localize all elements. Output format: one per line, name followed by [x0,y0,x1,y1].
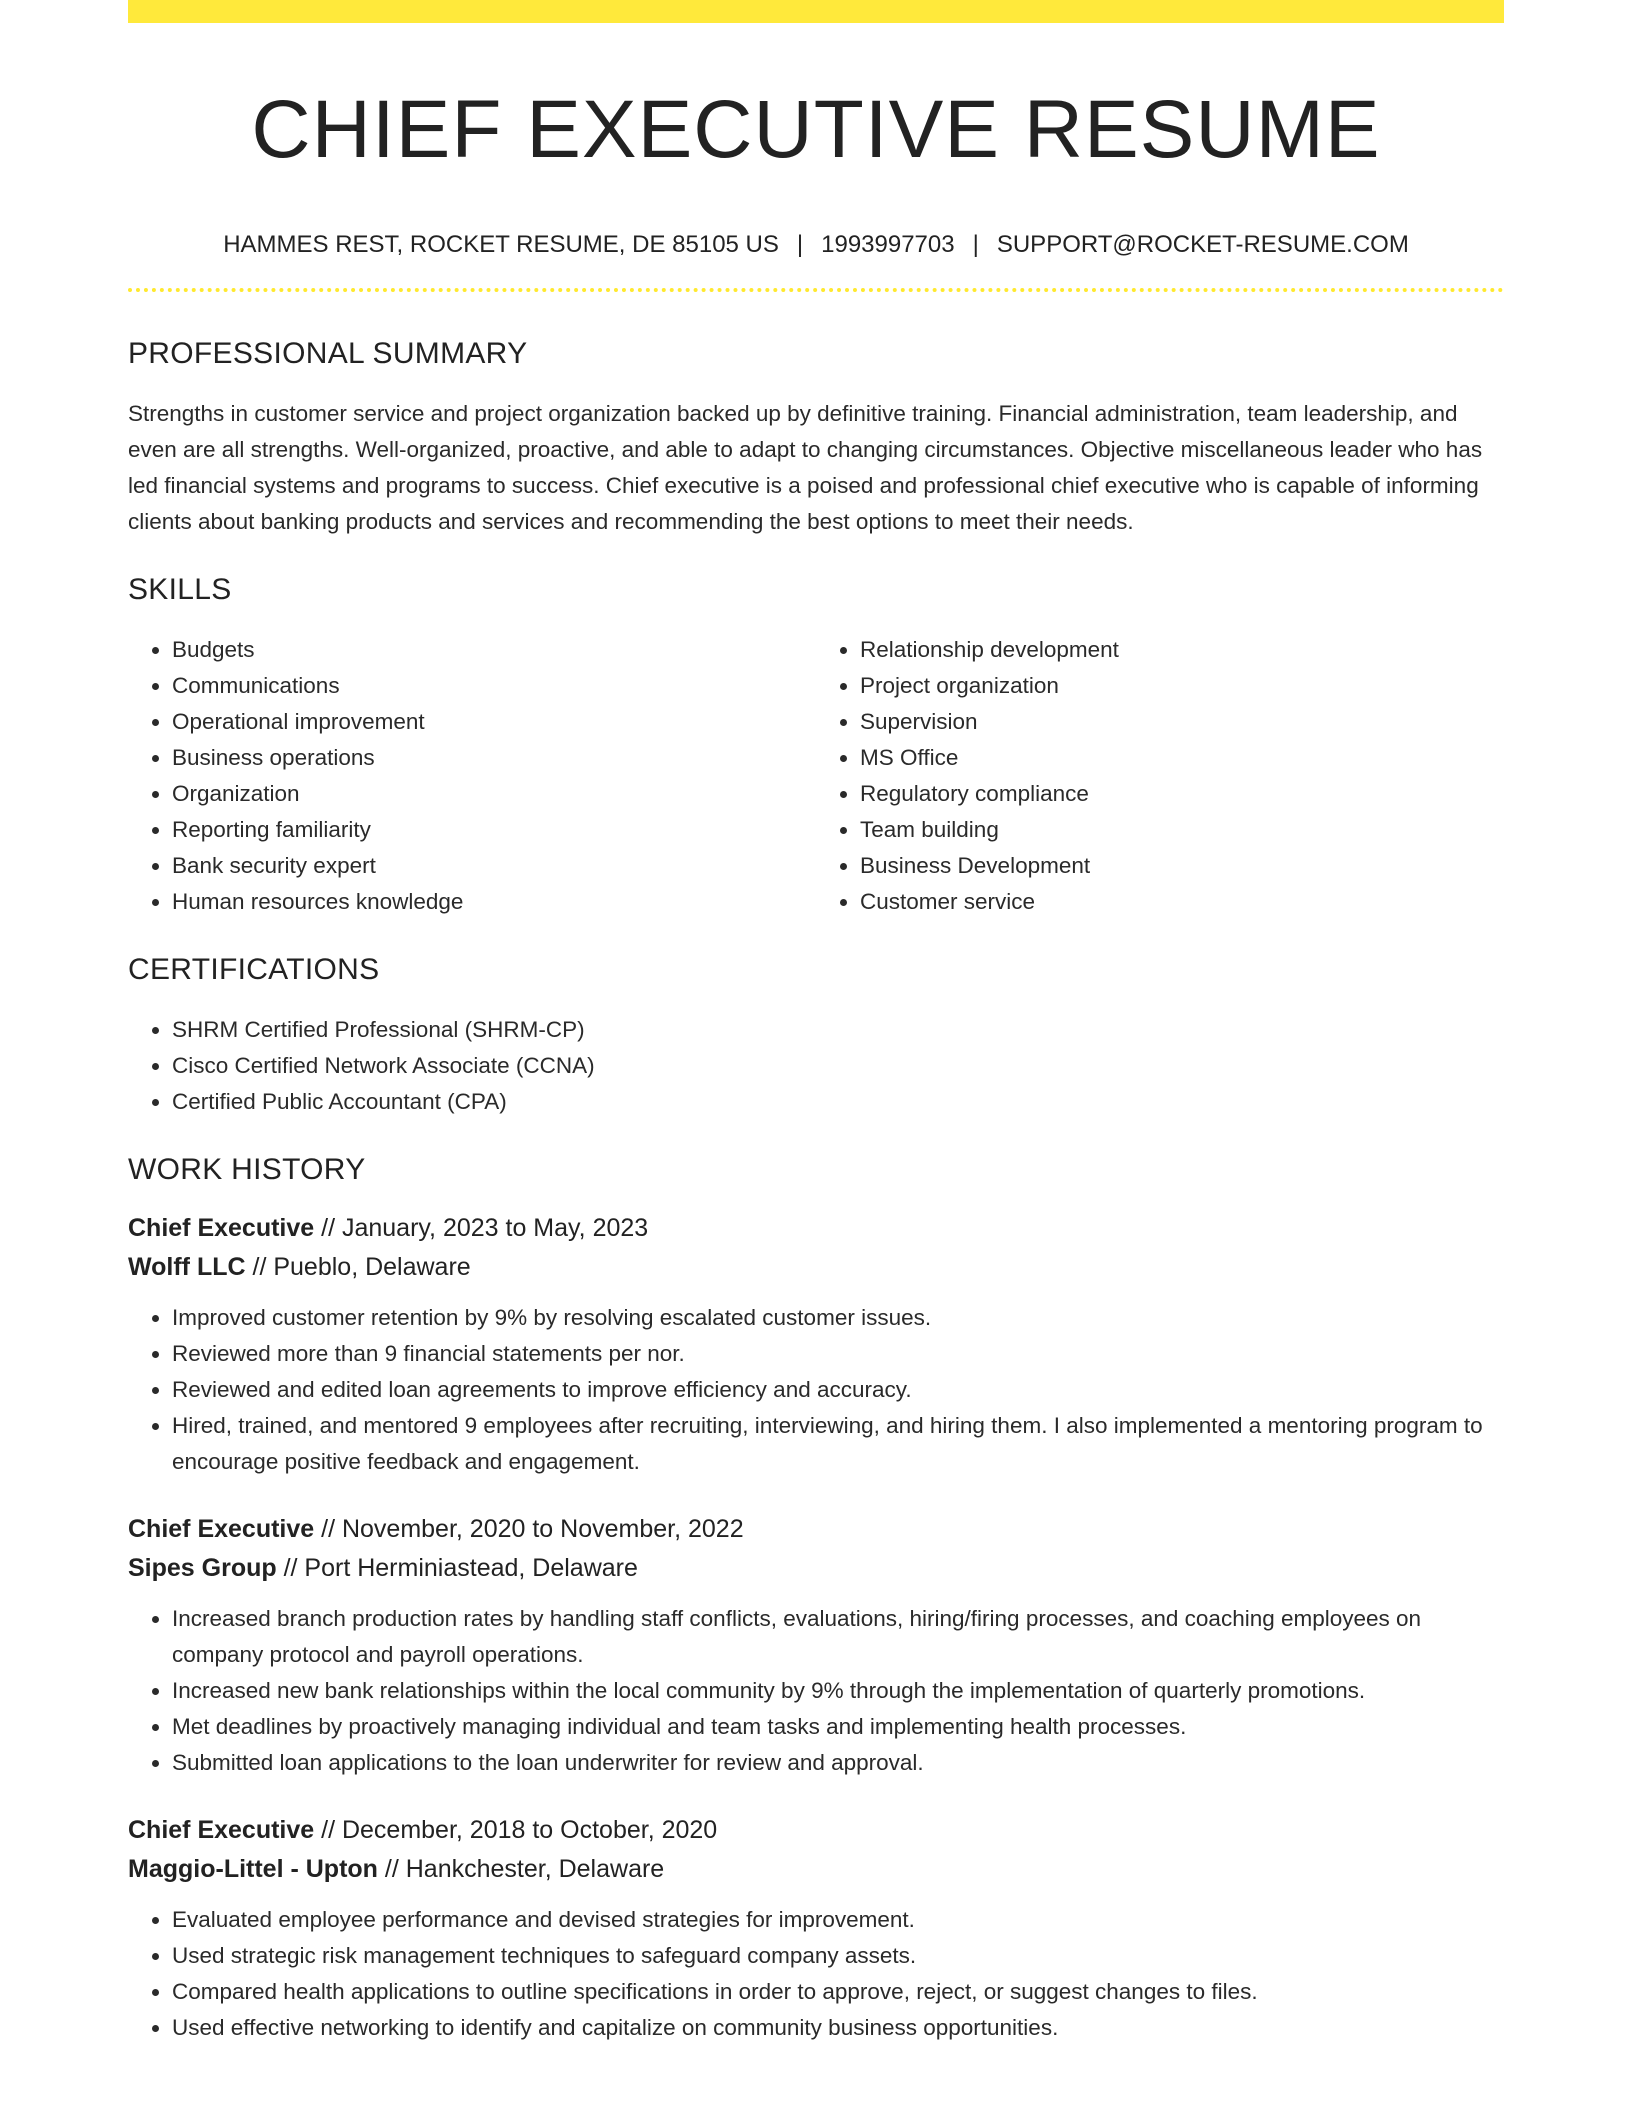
skills-list-left [128,632,816,920]
skills-grid [128,632,1504,920]
contact-separator: | [796,231,804,258]
contact-line [128,230,1504,260]
certifications-heading: CERTIFICATIONS [128,953,380,986]
job-entry [128,1209,1504,1480]
job-dates: // November, 2020 to November, 2022 [314,1515,744,1543]
job-entry [128,1510,1504,1781]
job-location: // Hankchester, Delaware [377,1855,665,1883]
job-dates: // December, 2018 to October, 2020 [314,1816,718,1844]
skill-item: • Communications [172,668,816,704]
skill-item: • Relationship development [860,632,1504,668]
skill-item: • Reporting familiarity [172,812,816,848]
skill-item: • Human resources knowledge [172,884,816,920]
certifications-list [128,1012,1504,1120]
skill-item: • Supervision [860,704,1504,740]
job-bullets [128,1300,1504,1480]
job-dates: // January, 2023 to May, 2023 [314,1214,649,1242]
skill-item: • Business operations [172,740,816,776]
job-company-line [128,1549,1504,1588]
job-bullet: • Used effective networking to identify and capitalize on community business opportunities. [172,2010,1504,2046]
skills-heading: SKILLS [128,573,232,606]
job-title-line [128,1811,1504,1850]
skill-item: • Customer service [860,884,1504,920]
job-bullet: • Increased new bank relationships within the local community by 9% through the implementation of quarterly promotions. [172,1673,1504,1709]
job-company: Maggio-Littel - Upton [128,1855,378,1883]
job-bullet: • Used strategic risk management techniques to safeguard company assets. [172,1938,1504,1974]
skill-item: • Project organization [860,668,1504,704]
certification-item: • SHRM Certified Professional (SHRM-CP) [172,1012,1504,1048]
job-bullet: • Improved customer retention by 9% by resolving escalated customer issues. [172,1300,1504,1336]
work-history-heading: WORK HISTORY [128,1153,366,1186]
skill-item: • Business Development [860,848,1504,884]
job-entry [128,1811,1504,2046]
skill-item: • Operational improvement [172,704,816,740]
certification-item: • Cisco Certified Network Associate (CCNA) [172,1048,1504,1084]
skills-list-right [816,632,1504,920]
email: SUPPORT@ROCKET-RESUME.COM [996,231,1409,258]
job-title: Chief Executive [128,1214,315,1242]
job-bullet: • Increased branch production rates by handling staff conflicts, evaluations, hiring/firing processes, and coaching employees on company protocol and payroll operations. [172,1601,1504,1673]
job-location: // Port Herminiastead, Delaware [276,1554,638,1582]
accent-bar [128,0,1504,23]
job-title-line [128,1510,1504,1549]
summary-text: Strengths in customer service and project organization backed up by definitive training. Financial administration, team leadership, and even are all strengths. Well-organized, proactive, and able to adapt to changing circumstances. Objective miscellaneous leader who has led financial systems and programs to success. Chief executive is a poised and professional chief executive who is capable of informing clients about banking products and services and recommending the best options to meet their needs. [128,401,1483,534]
job-company: Sipes Group [128,1554,277,1582]
job-bullet: • Evaluated employee performance and devised strategies for improvement. [172,1902,1504,1938]
job-company: Wolff LLC [128,1253,246,1281]
job-bullet: • Reviewed more than 9 financial statements per nor. [172,1336,1504,1372]
job-title: Chief Executive [128,1816,315,1844]
certification-item: • Certified Public Accountant (CPA) [172,1084,1504,1120]
job-bullets [128,1902,1504,2046]
skill-item: • Regulatory compliance [860,776,1504,812]
contact-separator: | [972,231,979,258]
job-company-line [128,1850,1504,1889]
job-bullets [128,1601,1504,1781]
job-title-line [128,1209,1504,1248]
page-title: CHIEF EXECUTIVE RESUME [251,84,1381,175]
dotted-divider [128,288,1504,292]
job-title: Chief Executive [128,1515,315,1543]
skill-item: • Organization [172,776,816,812]
job-bullet: • Hired, trained, and mentored 9 employees after recruiting, interviewing, and hiring them. I also implemented a mentoring program to encourage positive feedback and engagement. [172,1408,1504,1480]
skill-item: • MS Office [860,740,1504,776]
summary-heading: PROFESSIONAL SUMMARY [128,337,528,370]
job-bullet: • Reviewed and edited loan agreements to improve efficiency and accuracy. [172,1372,1504,1408]
job-bullet: • Compared health applications to outline specifications in order to approve, reject, or suggest changes to files. [172,1974,1504,2010]
address: HAMMES REST, ROCKET RESUME, DE 85105 US [223,231,779,258]
skill-item: • Budgets [172,632,816,668]
skill-item: • Team building [860,812,1504,848]
job-location: // Pueblo, Delaware [245,1253,471,1281]
skill-item: • Bank security expert [172,848,816,884]
phone: 1993997703 [821,231,955,258]
job-bullet: • Submitted loan applications to the loan underwriter for review and approval. [172,1745,1504,1781]
job-company-line [128,1248,1504,1287]
resume-content [128,0,1504,2046]
job-bullet: • Met deadlines by proactively managing individual and team tasks and implementing health processes. [172,1709,1504,1745]
